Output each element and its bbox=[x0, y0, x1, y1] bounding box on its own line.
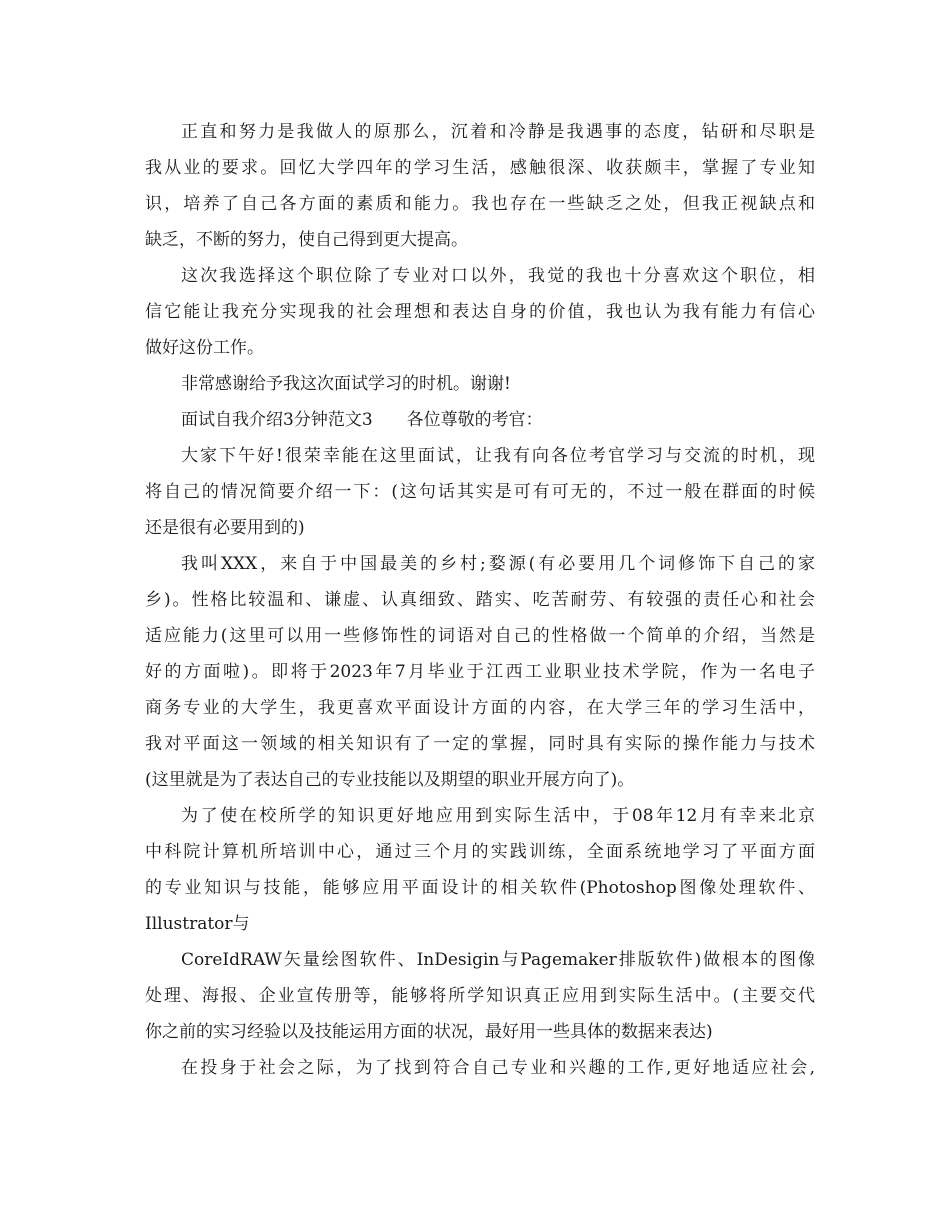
text-line: 为了使在校所学的知识更好地应用到实际生活中，于08年12月有幸来北京 bbox=[181, 806, 815, 826]
text-line: Illustrator与 bbox=[145, 914, 250, 934]
text-line: 非常感谢给予我这次面试学习的时机。谢谢! bbox=[181, 374, 511, 394]
text-line: 缺乏，不断的努力，使自己得到更大提高。 bbox=[145, 230, 468, 250]
text-line: 商务专业的大学生，我更喜欢平面设计方面的内容，在大学三年的学习生活中， bbox=[145, 698, 815, 718]
text-line: (这里就是为了表达自己的专业技能以及期望的职业开展方向了)。 bbox=[145, 770, 635, 790]
text-line: 这次我选择这个职位除了专业对口以外，我觉的我也十分喜欢这个职位，相 bbox=[181, 266, 815, 286]
text-line: 好的方面啦)。即将于2023年7月毕业于江西工业职业技术学院，作为一名电子 bbox=[145, 662, 815, 682]
text-line: 在投身于社会之际，为了找到符合自己专业和兴趣的工作,更好地适应社会, bbox=[181, 1058, 815, 1078]
text-line: 信它能让我充分实现我的社会理想和表达自身的价值，我也认为我有能力有信心 bbox=[145, 302, 815, 322]
text-line: 做好这份工作。 bbox=[145, 338, 264, 358]
text-line: 的专业知识与技能，能够应用平面设计的相关软件(Photoshop图像处理软件、 bbox=[145, 878, 815, 898]
text-line: 大家下午好!很荣幸能在这里面试，让我有向各位考官学习与交流的时机，现 bbox=[181, 446, 815, 466]
text-line: 适应能力(这里可以用一些修饰性的词语对自己的性格做一个简单的介绍，当然是 bbox=[145, 626, 815, 646]
text-line: 我对平面这一领域的相关知识有了一定的掌握，同时具有实际的操作能力与技术 bbox=[145, 734, 815, 754]
text-line: 我叫XXX，来自于中国最美的乡村;婺源(有必要用几个词修饰下自己的家 bbox=[181, 554, 815, 574]
text-line: 处理、海报、企业宣传册等，能够将所学知识真正应用到实际生活中。(主要交代 bbox=[145, 986, 815, 1006]
text-line: 我从业的要求。回忆大学四年的学习生活，感触很深、收获颇丰，掌握了专业知 bbox=[145, 158, 815, 178]
text-line: 乡)。性格比较温和、谦虚、认真细致、踏实、吃苦耐劳、有较强的责任心和社会 bbox=[145, 590, 815, 610]
text-line: 正直和努力是我做人的原那么，沉着和冷静是我遇事的态度，钻研和尽职是 bbox=[181, 122, 815, 142]
text-line: CoreIdRAW矢量绘图软件、InDesigin与Pagemaker排版软件)做根本的图像 bbox=[181, 950, 815, 970]
text-line: 你之前的实习经验以及技能运用方面的状况，最好用一些具体的数据来表达) bbox=[145, 1022, 713, 1042]
text-line: 识，培养了自己各方面的素质和能力。我也存在一些缺乏之处，但我正视缺点和 bbox=[145, 194, 815, 214]
text-line: 还是很有必要用到的) bbox=[145, 518, 305, 538]
text-line: 将自己的情况简要介绍一下：(这句话其实是可有可无的，不过一般在群面的时候 bbox=[145, 482, 815, 502]
text-line: 中科院计算机所培训中心，通过三个月的实践训练，全面系统地学习了平面方面 bbox=[145, 842, 815, 862]
section-heading: 面试自我介绍3分钟范文3 各位尊敬的考官： bbox=[181, 410, 543, 430]
